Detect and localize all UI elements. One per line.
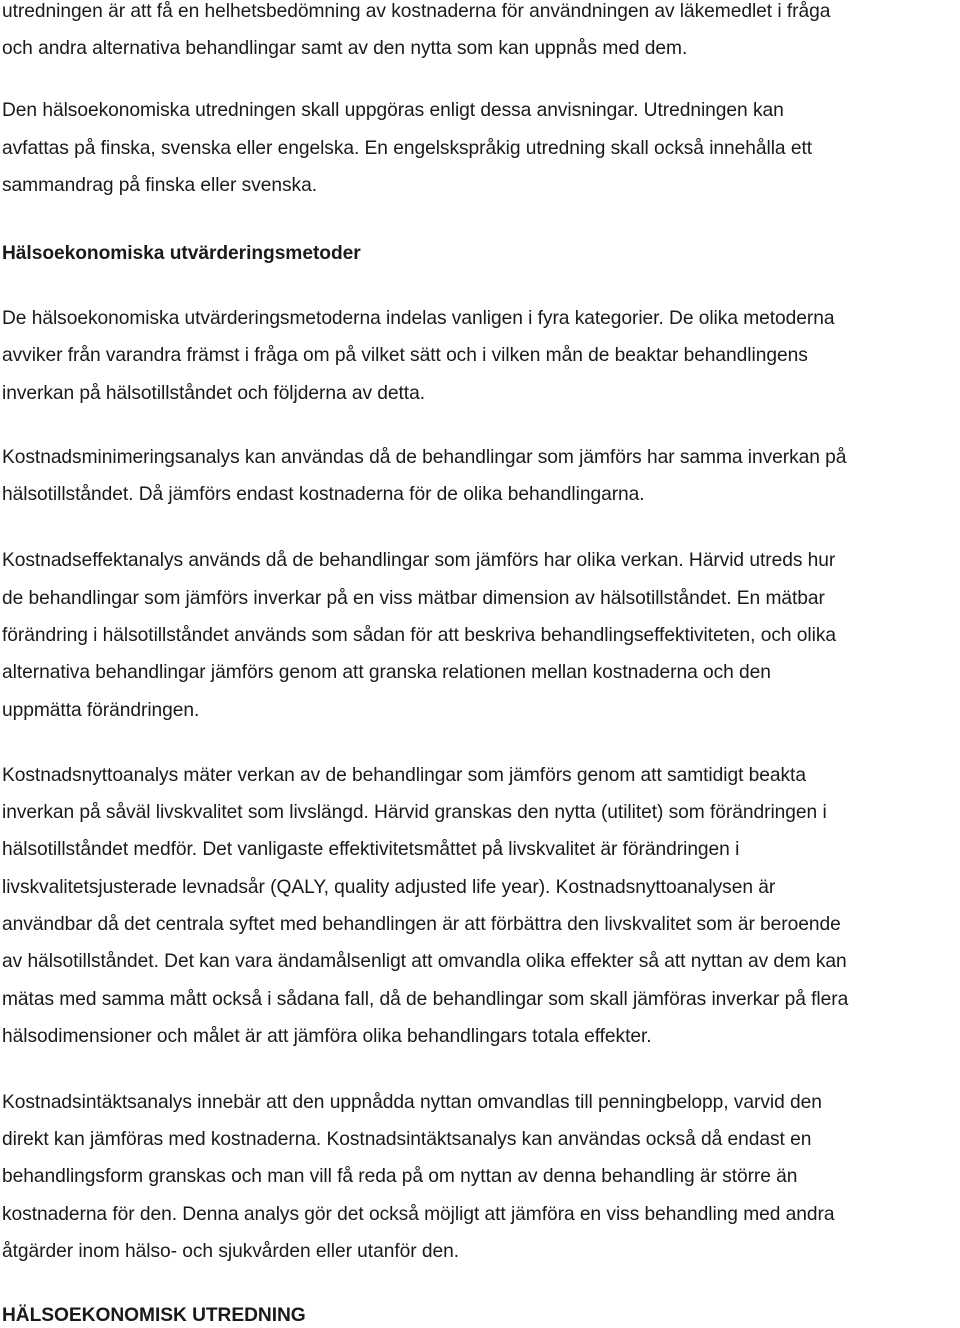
text-line: inverkan på hälsotillståndet och följderna av detta. [2, 383, 425, 404]
text-line: sammandrag på finska eller svenska. [2, 175, 317, 196]
text-line: Kostnadseffektanalys används då de behandlingar som jämförs har olika verkan. Härvid utreds hur [2, 550, 836, 571]
text-line: av hälsotillståndet. Det kan vara ändamålsenligt att omvandla olika effekter så att nyttan av dem kan [2, 951, 847, 972]
text-line: Kostnadsnyttoanalys mäter verkan av de behandlingar som jämförs genom att samtidigt beakta [2, 765, 806, 786]
text-line: utredningen är att få en helhetsbedömning av kostnaderna för användningen av läkemedlet i fråga [2, 1, 831, 22]
text-line: direkt kan jämföras med kostnaderna. Kostnadsintäktsanalys kan användas också då endast en [2, 1129, 812, 1150]
text-line: hälsotillståndet medför. Det vanligaste effektivitetsmåttet på livskvalitet är förändringen i [2, 839, 740, 860]
text-line: De hälsoekonomiska utvärderingsmetoderna indelas vanligen i fyra kategorier. De olika metoderna [2, 308, 835, 329]
text-line: inverkan på såväl livskvalitet som livslängd. Härvid granskas den nytta (utilitet) som förändringen i [2, 802, 827, 823]
text-line: mätas med samma mått också i sådana fall, då de behandlingar som skall jämföras inverkar på flera [2, 989, 849, 1010]
text-line: alternativa behandlingar jämförs genom att granska relationen mellan kostnaderna och den [2, 662, 771, 683]
text-line: användbar då det centrala syftet med behandlingen är att förbättra den livskvalitet som är beroende [2, 914, 841, 935]
section-heading: Hälsoekonomiska utvärderingsmetoder [2, 243, 361, 264]
text-line: och andra alternativa behandlingar samt av den nytta som kan uppnås med dem. [2, 38, 688, 59]
text-line: förändring i hälsotillståndet används som sådan för att beskriva behandlingseffektiviteten, och olika [2, 625, 837, 646]
text-line: avviker från varandra främst i fråga om på vilket sätt och i vilken mån de beaktar behandlingens [2, 345, 808, 366]
section-heading: HÄLSOEKONOMISK UTREDNING [2, 1305, 306, 1326]
text-line: hälsotillståndet. Då jämförs endast kostnaderna för de olika behandlingarna. [2, 484, 645, 505]
text-line: de behandlingar som jämförs inverkar på en viss mätbar dimension av hälsotillståndet. En mätbar [2, 588, 825, 609]
text-line: kostnaderna för den. Denna analys gör det också möjligt att jämföra en viss behandling med andra [2, 1204, 835, 1225]
text-line: uppmätta förändringen. [2, 700, 200, 721]
text-line: Den hälsoekonomiska utredningen skall uppgöras enligt dessa anvisningar. Utredningen kan [2, 100, 784, 121]
text-line: livskvalitetsjusterade levnadsår (QALY, quality adjusted life year). Kostnadsnyttoanalysen är [2, 877, 776, 898]
text-line: hälsodimensioner och målet är att jämföra olika behandlingars totala effekter. [2, 1026, 652, 1047]
text-line: avfattas på finska, svenska eller engelska. En engelskspråkig utredning skall också innehålla ett [2, 138, 813, 159]
text-line: åtgärder inom hälso- och sjukvården eller utanför den. [2, 1241, 459, 1262]
text-line: Kostnadsminimeringsanalys kan användas då de behandlingar som jämförs har samma inverkan på [2, 447, 847, 468]
text-line: Kostnadsintäktsanalys innebär att den uppnådda nyttan omvandlas till penningbelopp, varvid den [2, 1092, 822, 1113]
text-line: behandlingsform granskas och man vill få reda på om nyttan av denna behandling är större än [2, 1166, 798, 1187]
